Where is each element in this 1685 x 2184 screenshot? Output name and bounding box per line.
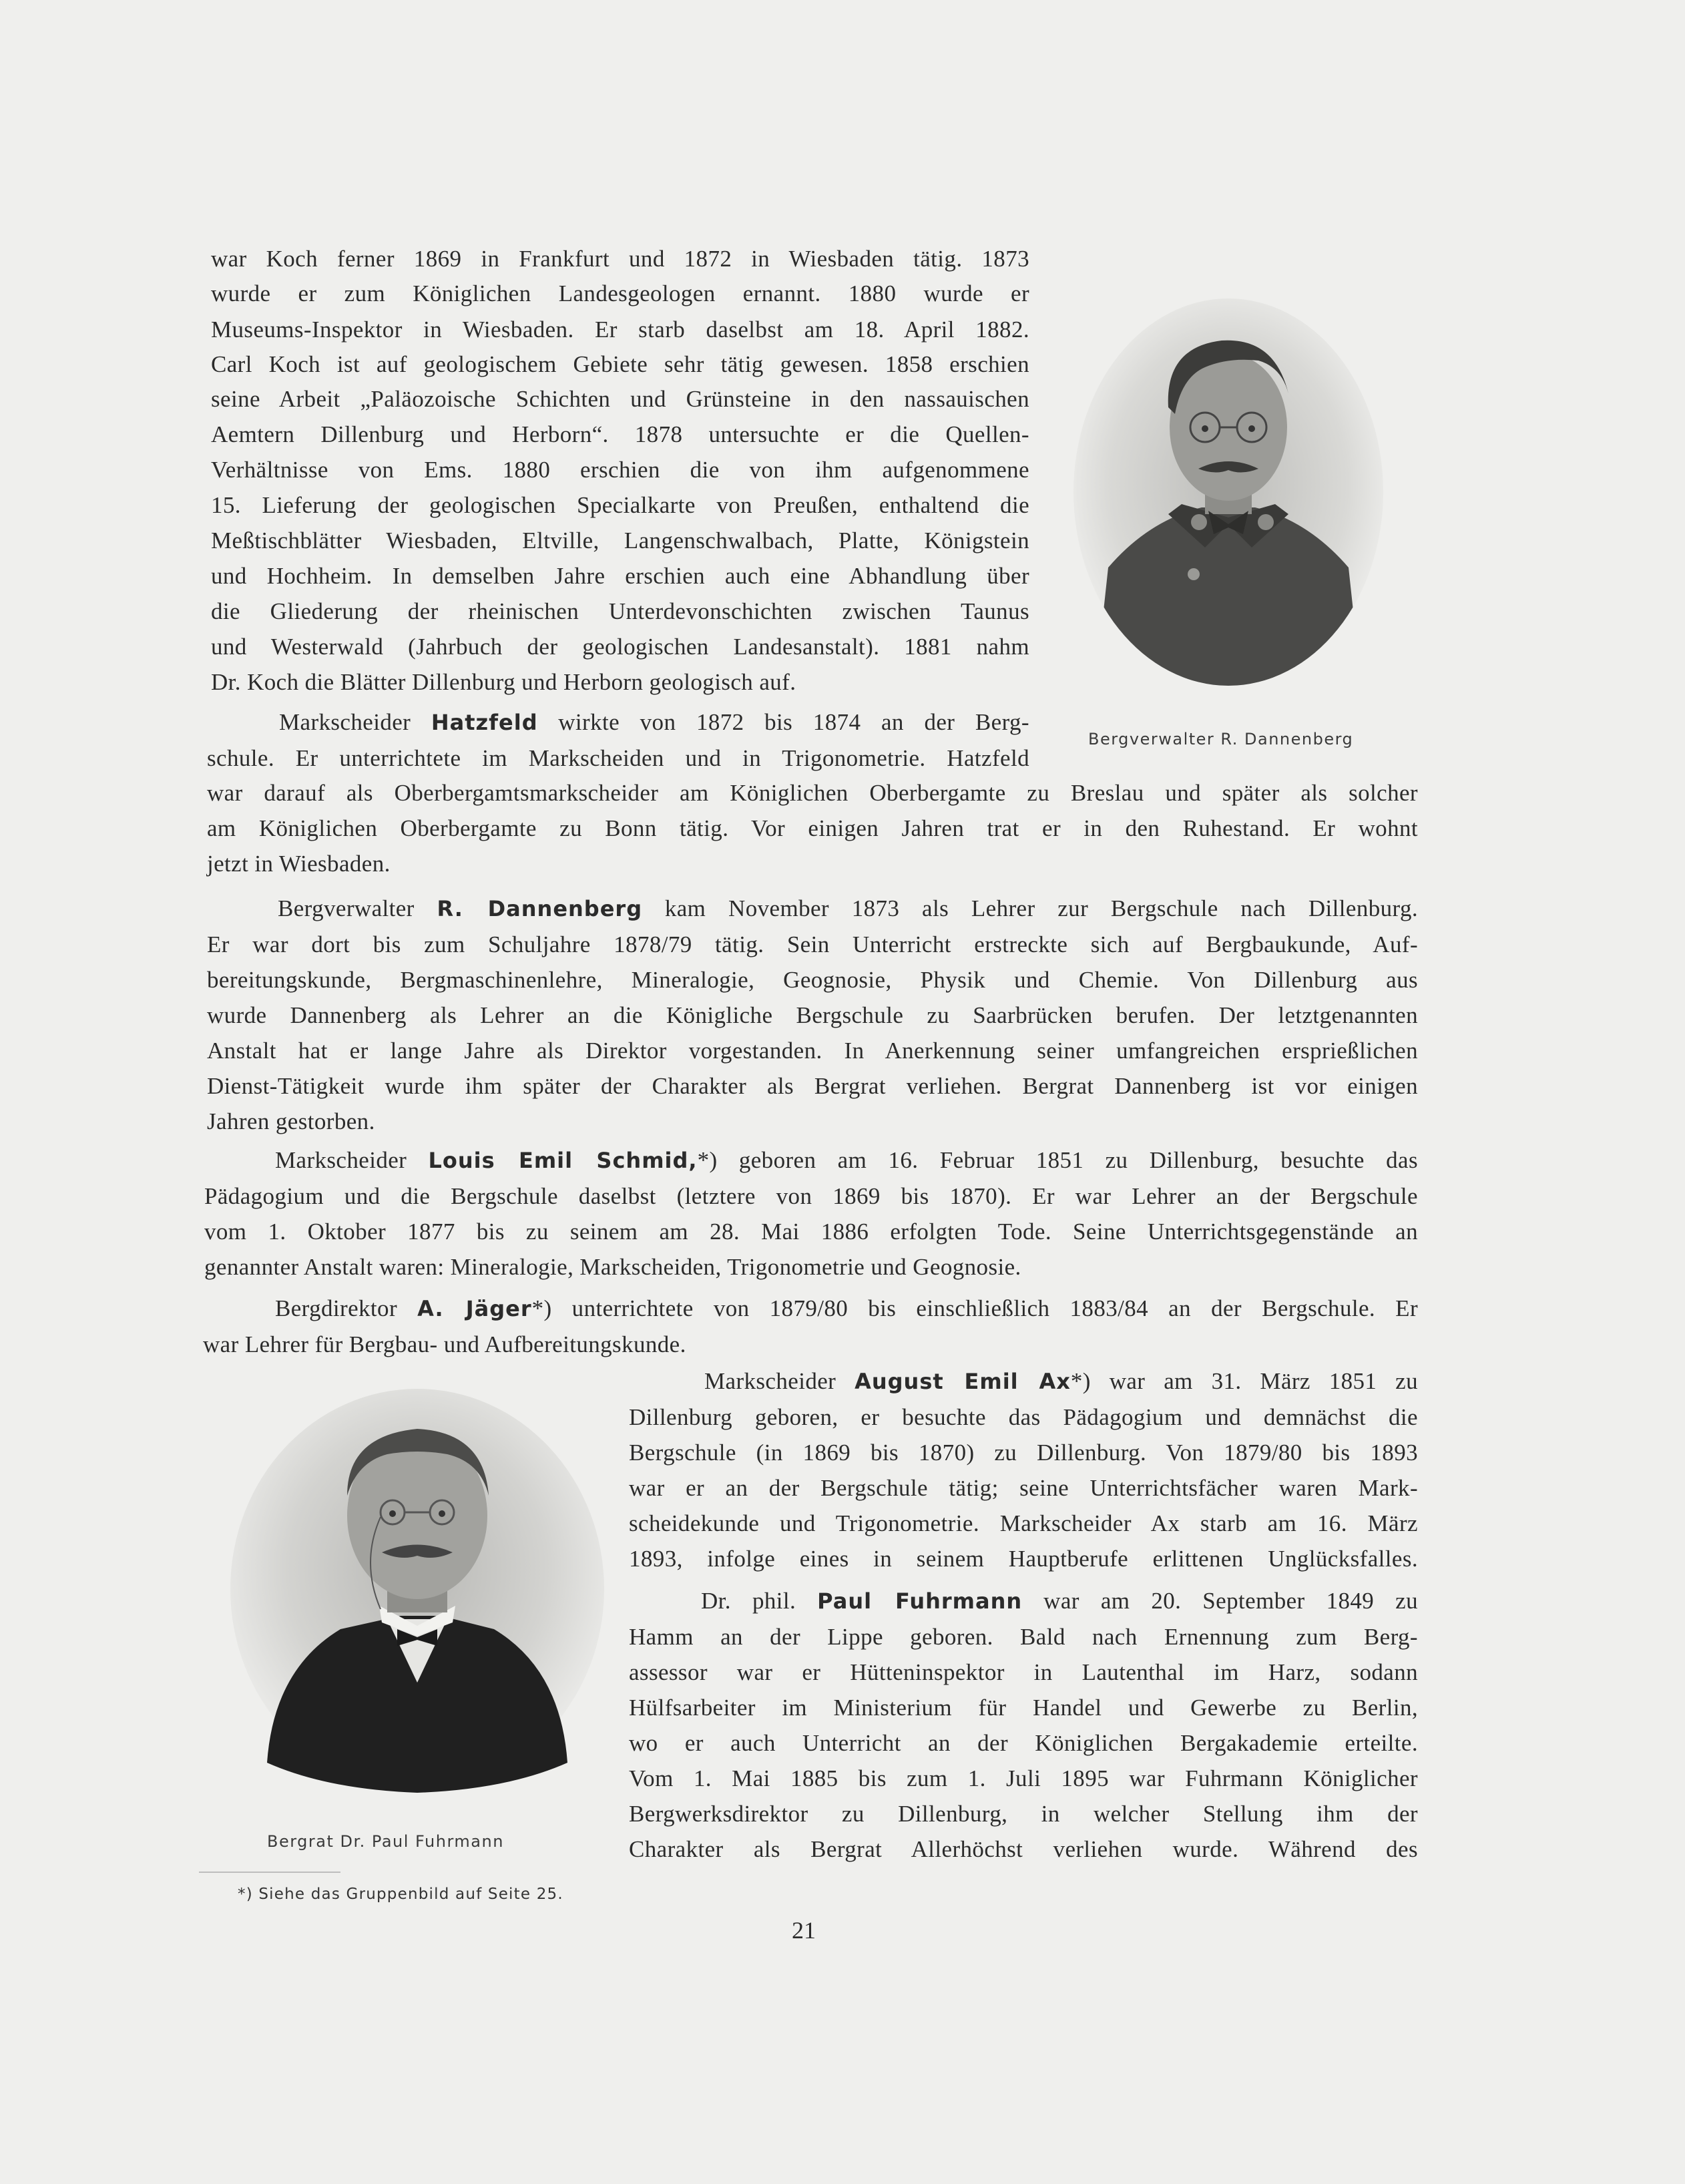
text-line: Dillenburg geboren, er besuchte das Pädagogium und demnächst die — [629, 1404, 1418, 1430]
text-fragment: Markscheider — [275, 1147, 429, 1173]
text-fragment: *) war am 31. März 1851 zu — [1070, 1368, 1418, 1394]
text-line: Er war dort bis zum Schuljahre 1878/79 tätig. Sein Unterricht erstreckte sich auf Bergbaukunde, Auf- — [207, 931, 1418, 957]
text-line: am Königlichen Oberbergamte zu Bonn tätig. Vor einigen Jahren trat er in den Ruhestand. Er wohnt — [207, 815, 1418, 841]
paragraph-dannenberg-first-line — [278, 891, 1418, 926]
text-line: die Gliederung der rheinischen Unterdevonschichten zwischen Taunus — [211, 598, 1029, 624]
text-fragment: wirkte von 1872 bis 1874 an der Berg- — [537, 709, 1029, 735]
paragraph-schmid-first-line — [275, 1143, 1418, 1178]
person-name-fuhrmann: Paul Fuhrmann — [817, 1588, 1023, 1614]
text-line: Meßtischblätter Wiesbaden, Eltville, Langenschwalbach, Platte, Königstein — [211, 527, 1029, 554]
portrait-fuhrmann — [227, 1389, 608, 1796]
text-fragment: Markscheider — [704, 1368, 855, 1394]
person-name-hatzfeld: Hatzfeld — [431, 710, 538, 735]
text-fragment: Markscheider — [279, 709, 431, 735]
person-name-dannenberg: R. Dannenberg — [437, 896, 643, 921]
text-line: Bergwerksdirektor zu Dillenburg, in welcher Stellung ihm der — [629, 1801, 1418, 1827]
text-line: assessor war er Hütteninspektor in Lautenthal im Harz, sodann — [629, 1659, 1418, 1685]
text-line: Verhältnisse von Ems. 1880 erschien die von ihm aufgenommene — [211, 457, 1029, 483]
text-line: jetzt in Wiesbaden. — [207, 851, 391, 877]
text-fragment: *) geboren am 16. Februar 1851 zu Dillenburg, besuchte das — [697, 1147, 1418, 1173]
text-fragment: *) unterrichtete von 1879/80 bis einschließlich 1883/84 an der Bergschule. Er — [531, 1295, 1418, 1321]
text-line: genannter Anstalt waren: Mineralogie, Markscheiden, Trigonometrie und Geognosie. — [204, 1254, 1021, 1280]
text-line: Dienst-Tätigkeit wurde ihm später der Charakter als Bergrat verliehen. Bergrat Dannenberg ist vor einigen — [207, 1073, 1418, 1099]
text-line: bereitungskunde, Bergmaschinenlehre, Mineralogie, Geognosie, Physik und Chemie. Von Dillenburg aus — [207, 967, 1418, 993]
text-line: Vom 1. Mai 1885 bis zum 1. Juli 1895 war Fuhrmann Königlicher — [629, 1765, 1418, 1791]
text-line: Charakter als Bergrat Allerhöchst verliehen wurde. Während des — [629, 1836, 1418, 1862]
text-line: Pädagogium und die Bergschule daselbst (letztere von 1869 bis 1870). Er war Lehrer an der Bergschule — [204, 1183, 1418, 1209]
text-fragment: Bergdirektor — [275, 1295, 418, 1321]
text-line: Museums-Inspektor in Wiesbaden. Er starb daselbst am 18. April 1882. — [211, 316, 1029, 343]
page-number: 21 — [792, 1917, 816, 1944]
paragraph-fuhrmann-first-line — [701, 1584, 1418, 1618]
text-line: wurde er zum Königlichen Landesgeologen ernannt. 1880 wurde er — [211, 280, 1029, 306]
text-line: vom 1. Oktober 1877 bis zu seinem am 28. Mai 1886 erfolgten Tode. Seine Unterrichtsgegenstände an — [204, 1219, 1418, 1245]
text-fragment: Bergverwalter — [278, 895, 437, 921]
text-line: Aemtern Dillenburg und Herborn“. 1878 untersuchte er die Quellen- — [211, 421, 1029, 447]
caption-dannenberg: Bergverwalter R. Dannenberg — [1088, 730, 1354, 748]
paragraph-hatzfeld-first-line — [279, 705, 1029, 740]
paragraph-ax-first-line — [704, 1364, 1418, 1399]
text-line: wurde Dannenberg als Lehrer an die Königliche Bergschule zu Saarbrücken berufen. Der letztgenannten — [207, 1002, 1418, 1028]
text-line: war er an der Bergschule tätig; seine Unterrichtsfächer waren Mark- — [629, 1475, 1418, 1501]
text-line: 15. Lieferung der geologischen Specialkarte von Preußen, enthaltend die — [211, 492, 1029, 518]
text-fragment: Dr. phil. — [701, 1588, 818, 1614]
text-fragment: war am 20. September 1849 zu — [1022, 1588, 1418, 1614]
person-name-jaeger: A. Jäger — [417, 1296, 532, 1321]
text-line: war Lehrer für Bergbau- und Aufbereitungskunde. — [203, 1331, 686, 1357]
text-line: schule. Er unterrichtete im Markscheiden und in Trigonometrie. Hatzfeld — [207, 745, 1029, 771]
person-name-ax: August Emil Ax — [855, 1369, 1071, 1394]
text-line: war darauf als Oberbergamtsmarkscheider am Königlichen Oberbergamte zu Breslau und später als solcher — [207, 780, 1418, 806]
text-line: und Westerwald (Jahrbuch der geologischen Landesanstalt). 1881 nahm — [211, 634, 1029, 660]
text-line: Bergschule (in 1869 bis 1870) zu Dillenburg. Von 1879/80 bis 1893 — [629, 1440, 1418, 1466]
text-line: und Hochheim. In demselben Jahre erschien auch eine Abhandlung über — [211, 563, 1029, 589]
caption-fuhrmann: Bergrat Dr. Paul Fuhrmann — [267, 1832, 504, 1851]
text-line: Jahren gestorben. — [207, 1108, 375, 1134]
text-line: Hülfsarbeiter im Ministerium für Handel und Gewerbe zu Berlin, — [629, 1695, 1418, 1721]
person-name-schmid: Louis Emil Schmid, — [428, 1148, 698, 1173]
portrait-dannenberg — [1068, 294, 1389, 691]
footnote: *) Siehe das Gruppenbild auf Seite 25. — [238, 1886, 563, 1903]
text-line: scheidekunde und Trigonometrie. Markscheider Ax starb am 16. März — [629, 1510, 1418, 1536]
text-line: 1893, infolge eines in seinem Hauptberufe erlittenen Unglücksfalles. — [629, 1546, 1418, 1572]
text-line: Dr. Koch die Blätter Dillenburg und Herborn geologisch auf. — [211, 669, 796, 695]
text-fragment: kam November 1873 als Lehrer zur Bergschule nach Dillenburg. — [642, 895, 1418, 921]
text-line: Anstalt hat er lange Jahre als Direktor vorgestanden. In Anerkennung seiner umfangreichen ersprießlichen — [207, 1038, 1418, 1064]
text-line: war Koch ferner 1869 in Frankfurt und 1872 in Wiesbaden tätig. 1873 — [211, 246, 1029, 272]
text-line: seine Arbeit „Paläozoische Schichten und Grünsteine in den nassauischen — [211, 386, 1029, 412]
text-line: Carl Koch ist auf geologischem Gebiete sehr tätig gewesen. 1858 erschien — [211, 351, 1029, 377]
paragraph-jaeger-first-line — [275, 1291, 1418, 1326]
footnote-divider — [199, 1872, 340, 1873]
text-line: wo er auch Unterricht an der Königlichen Bergakademie erteilte. — [629, 1730, 1418, 1756]
text-line: Hamm an der Lippe geboren. Bald nach Ernennung zum Berg- — [629, 1624, 1418, 1650]
